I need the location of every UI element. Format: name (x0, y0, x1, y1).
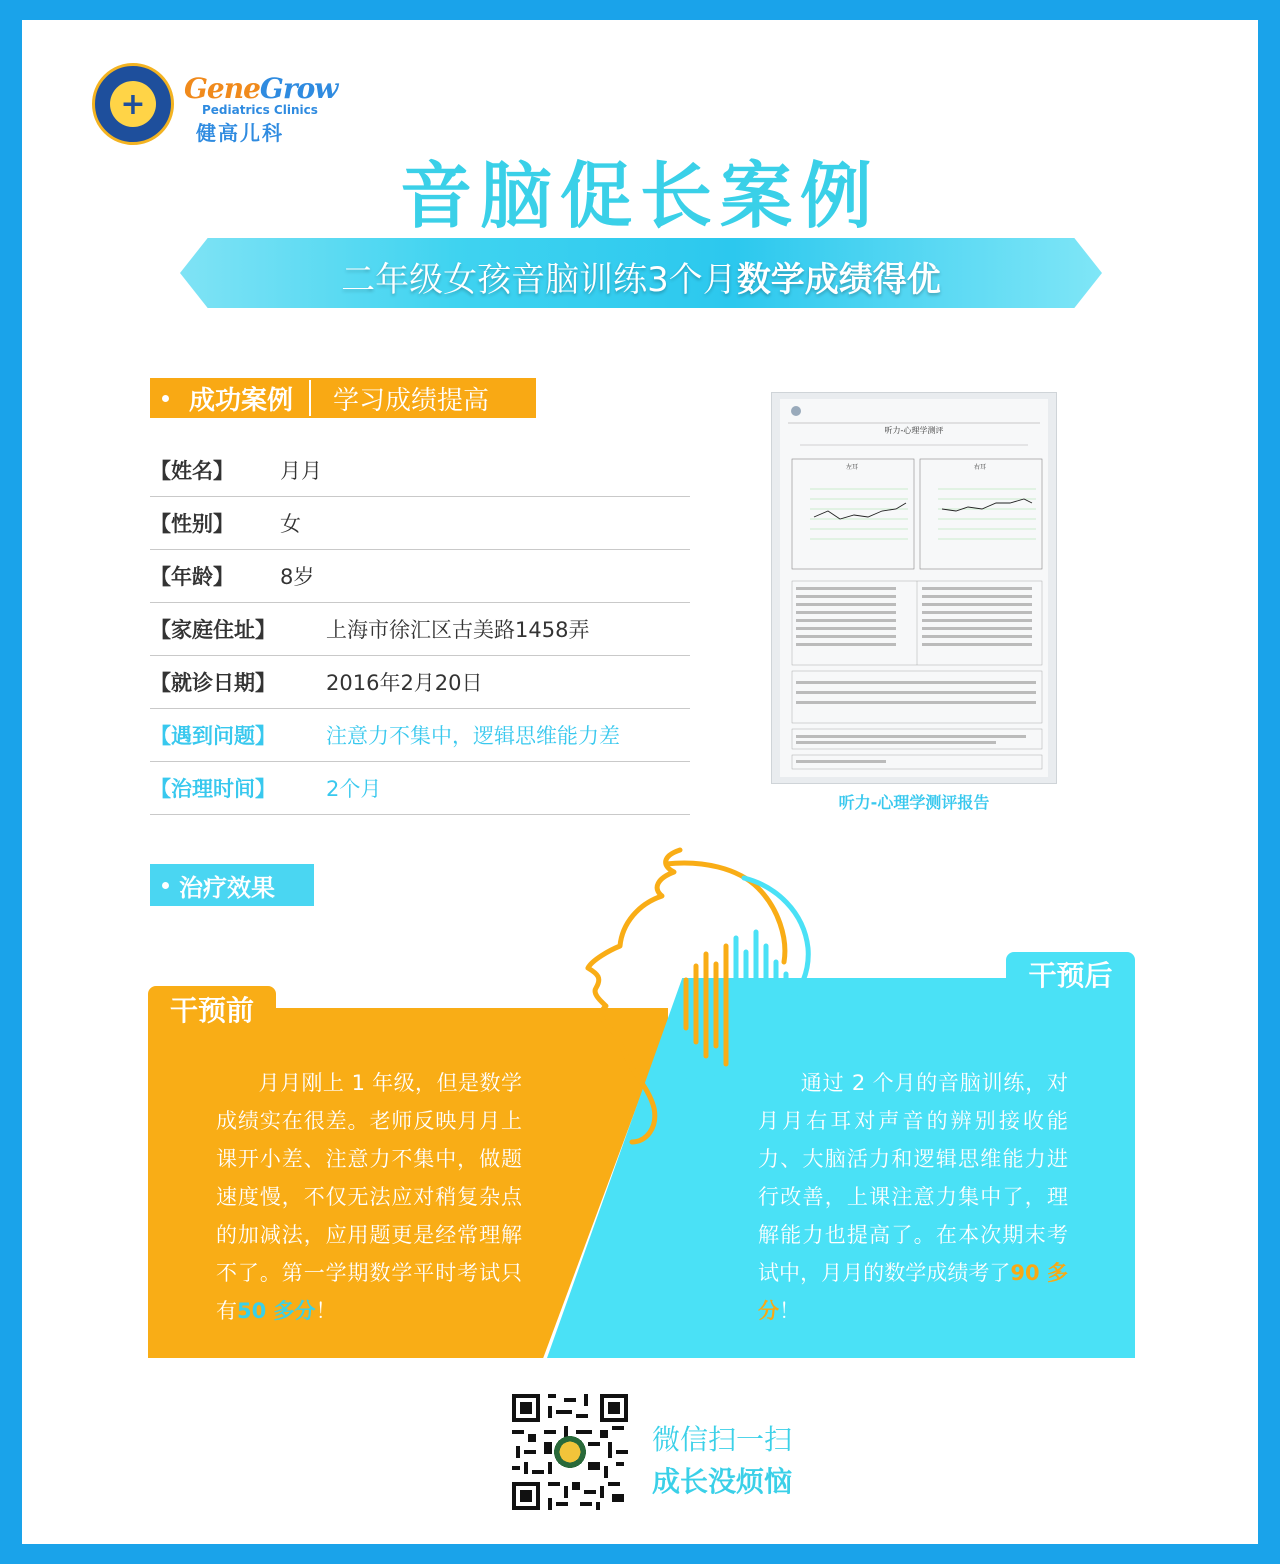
left-ear-label: 左耳 (845, 464, 859, 471)
brand-name-part2: Grow (259, 72, 338, 105)
info-value: 2个月 (326, 777, 382, 801)
info-row-duration (150, 762, 690, 815)
info-key: 【就诊日期】 (150, 671, 276, 695)
patient-info (150, 444, 690, 815)
brand-subtitle: Pediatrics Clinics (202, 103, 318, 117)
report-photo (771, 392, 1057, 784)
right-ear-chart (920, 459, 1042, 569)
info-key: 【性别】 (150, 512, 234, 536)
case-tag-sublabel: 学习成绩提高 (333, 385, 490, 416)
report-paper (780, 399, 1048, 777)
bullet-dot-icon (162, 882, 169, 889)
after-text-body: 通过 2 个月的音脑训练，对月月右耳对声音的辨别接收能力、大脑活力和逻辑思维能力进行改善，上课注意力集中了，理解能力也提高了。在本次期末考试中，月月的数学成绩考了 (758, 1071, 1068, 1285)
info-key: 【遇到问题】 (150, 724, 276, 748)
banner-text-normal: 二年级女孩音脑训练3个月 (341, 260, 737, 300)
before-text-end: ！ (315, 1299, 337, 1323)
after-tab: 干预后 (1006, 952, 1135, 1000)
bullet-dot-icon (162, 395, 169, 402)
info-value: 8岁 (280, 565, 315, 589)
brand-name-part1: Gene (184, 72, 260, 105)
info-row-visit-date (150, 656, 690, 709)
info-value: 注意力不集中，逻辑思维能力差 (326, 724, 620, 748)
info-row-address (150, 603, 690, 656)
effect-tag-label: 治疗效果 (179, 873, 275, 902)
left-ear-chart (792, 459, 914, 569)
info-key: 【年龄】 (150, 565, 234, 589)
before-score: 50 多分 (237, 1299, 316, 1323)
sound-wave-right (736, 932, 786, 1070)
after-text (758, 1064, 1068, 1330)
banner-text (180, 252, 1102, 301)
info-key: 【家庭住址】 (150, 618, 276, 642)
right-ear-label: 右耳 (973, 464, 987, 471)
poster (22, 20, 1258, 1544)
right-ear-curve (942, 499, 1032, 511)
face-outline (588, 850, 680, 1142)
neck-outline (682, 1078, 752, 1132)
after-score: 90 多分 (758, 1261, 1068, 1323)
after-text-end: ！ (779, 1299, 800, 1323)
case-tag-label: 成功案例 (189, 385, 294, 416)
seal-cross-icon: + (110, 81, 156, 127)
sound-wave-left (686, 946, 726, 1064)
info-row-name (150, 444, 690, 497)
before-text (216, 1064, 522, 1330)
effect-tag (150, 864, 314, 906)
info-value: 上海市徐汇区古美路1458弄 (326, 618, 590, 642)
info-value: 2016年2月20日 (326, 671, 483, 695)
info-row-gender (150, 497, 690, 550)
info-value: 月月 (280, 459, 322, 483)
info-value: 女 (280, 512, 301, 536)
case-tag (150, 378, 536, 418)
tag-divider (309, 380, 311, 416)
report-drawing (780, 399, 1048, 777)
left-ear-curve (814, 503, 906, 519)
report-caption: 听力-心理学测评报告 (838, 793, 990, 812)
brand-name-cn: 健高儿科 (196, 121, 284, 145)
brand-logo (184, 72, 337, 146)
banner-text-bold: 数学成绩得优 (736, 260, 941, 300)
info-row-age (150, 550, 690, 603)
page-title: 音脑促长案例 (399, 154, 880, 238)
info-row-problem (150, 709, 690, 762)
wechat-qr-code[interactable] (512, 1394, 628, 1510)
before-text-body: 月月刚上 1 年级，但是数学成绩实在很差。老师反映月月上课开小差、注意力不集中，做题速度慢，不仅无法应对稍复杂点的加减法，应用题更是经常理解不了。第一学期数学平时考试只有 (216, 1071, 522, 1323)
before-tab: 干预前 (148, 986, 276, 1036)
report-logo-icon (791, 406, 801, 416)
footer-scan-text: 微信扫一扫 (652, 1423, 793, 1456)
report-title: 听力-心理学测评 (884, 426, 944, 435)
brand-name-en (184, 72, 337, 105)
footer-slogan: 成长没烦恼 (652, 1465, 793, 1498)
info-key: 【治理时间】 (150, 777, 276, 801)
clinic-seal-logo (92, 63, 174, 145)
info-key: 【姓名】 (150, 459, 234, 483)
